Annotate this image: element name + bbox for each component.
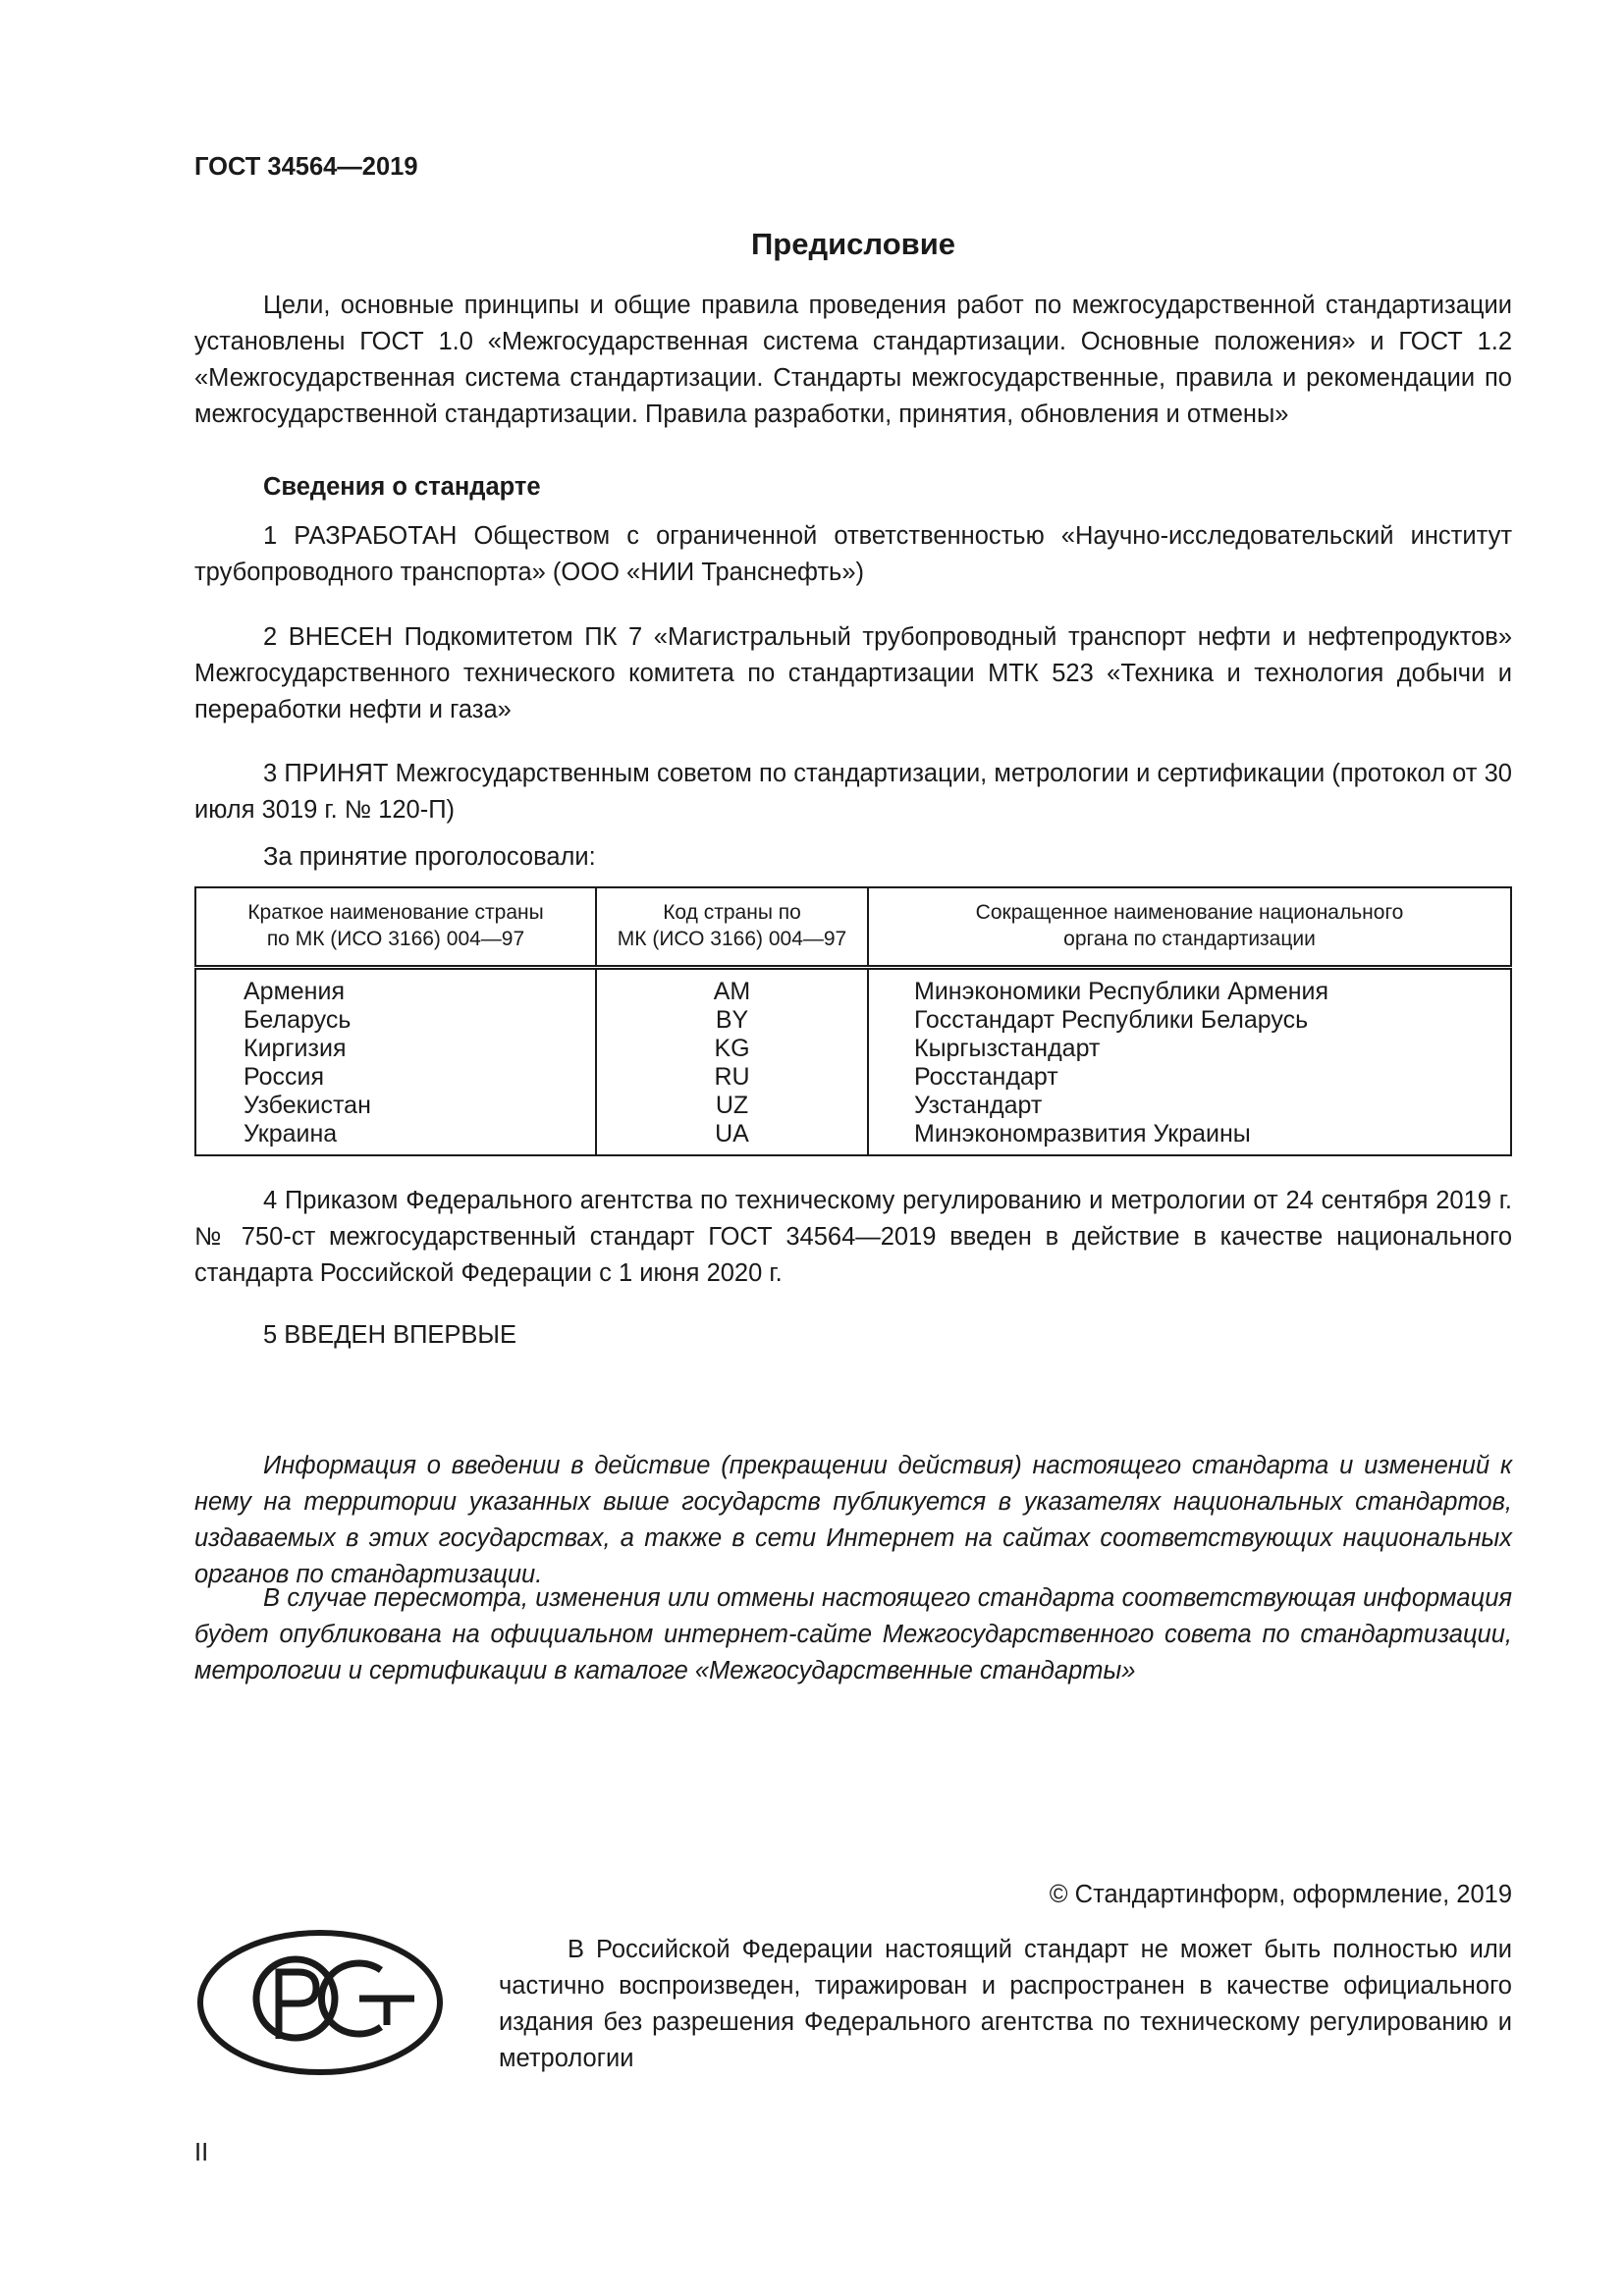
info-paragraph-2: В случае пересмотра, изменения или отмены настоящего стандарта соответствующая информация будет опубликована на официальном интернет-сайте Межгосударственного совета по стандартизации, метрологии и сертификации в каталоге «Межгосударственные стандарты» <box>194 1584 1512 1684</box>
column-header-country-line1: Краткое наименование страны <box>247 901 544 924</box>
page-title: Предисловие <box>750 227 955 261</box>
voting-table <box>194 886 1512 1156</box>
item-1-developed: 1 РАЗРАБОТАН Обществом с ограниченной ответственностью «Научно-исследовательский институт трубопроводного транспорта» (ООО «НИИ Транснефть») <box>194 522 1512 586</box>
section-heading: Сведения о стандарте <box>263 473 541 501</box>
country-code: UZ <box>596 1092 868 1120</box>
column-header-code-line2: МК (ИСО 3166) 004—97 <box>617 928 847 950</box>
table-row <box>195 1035 1511 1063</box>
table-row <box>195 1063 1511 1092</box>
item-5-first-introduced: 5 ВВЕДЕН ВПЕРВЫЕ <box>263 1321 517 1349</box>
standards-body: Кыргызстандарт <box>868 1035 1511 1063</box>
table-row <box>195 1006 1511 1035</box>
column-header-body-line2: органа по стандартизации <box>1063 928 1316 950</box>
item-3-adopted: 3 ПРИНЯТ Межгосударственным советом по стандартизации, метрологии и сертификации (протокол от 30 июля 3019 г. № 120-П) <box>194 760 1512 824</box>
standards-body: Узстандарт <box>868 1092 1511 1120</box>
page-number: II <box>194 2139 209 2166</box>
country-name: Украина <box>195 1120 596 1155</box>
voted-caption: За принятие проголосовали: <box>263 843 596 871</box>
document-page <box>194 0 1512 2296</box>
country-code: BY <box>596 1006 868 1035</box>
intro-paragraph: Цели, основные принципы и общие правила проведения работ по межгосударственной стандартизации установлены ГОСТ 1.0 «Межгосударственная система стандартизации. Основные положения» и ГОСТ 1.2 «Межгосударственная система стандартизации. Стандарты межгосударственные, правила и рекомендации по межгосударственной стандартизации. Правила разработки, принятия, обновления и отмены» <box>194 292 1512 428</box>
copyright-notice: © Стандартинформ, оформление, 2019 <box>1049 1881 1512 1908</box>
country-name: Беларусь <box>195 1006 596 1035</box>
country-name: Армения <box>195 968 596 1007</box>
rights-notice: В Российской Федерации настоящий стандарт не может быть полностью или частично воспроизведен, тиражирован и распространен в качестве официального издания без разрешения Федерального агентства по техническому регулированию и метрологии <box>499 1936 1512 2072</box>
document-header: ГОСТ 34564—2019 <box>194 153 418 181</box>
country-name: Узбекистан <box>195 1092 596 1120</box>
country-code: RU <box>596 1063 868 1092</box>
country-name: Киргизия <box>195 1035 596 1063</box>
column-header-body-line1: Сокращенное наименование национального <box>975 901 1404 924</box>
info-paragraph-1: Информация о введении в действие (прекращении действия) настоящего стандарта и изменений к нему на территории указанных выше государств публикуется в указателях национальных стандартов, издаваемых в этих государствах, а также в сети Интернет на сайтах соответствующих национальных органов по стандартизации. <box>194 1452 1512 1588</box>
country-code: UA <box>596 1120 868 1155</box>
table-row <box>195 1120 1511 1155</box>
item-2-submitted: 2 ВНЕСЕН Подкомитетом ПК 7 «Магистральный трубопроводный транспорт нефти и нефтепродуктов» Межгосударственного технического комитета по стандартизации МТК 523 «Техника и технология добычи и переработки нефти и газа» <box>194 623 1512 723</box>
standards-body: Минэкономики Республики Армения <box>868 968 1511 1007</box>
standards-body: Росстандарт <box>868 1063 1511 1092</box>
table-header-row <box>195 887 1511 968</box>
rst-certification-mark-icon <box>196 1929 444 2076</box>
column-header-country <box>195 887 596 968</box>
country-name: Россия <box>195 1063 596 1092</box>
column-header-code-line1: Код страны по <box>663 901 801 924</box>
country-code: KG <box>596 1035 868 1063</box>
column-header-body <box>868 887 1511 968</box>
column-header-country-line2: по МК (ИСО 3166) 004—97 <box>266 928 525 950</box>
country-code: AM <box>596 968 868 1007</box>
standards-body: Минэкономразвития Украины <box>868 1120 1511 1155</box>
item-4-enacted: 4 Приказом Федерального агентства по техническому регулированию и метрологии от 24 сентября 2019 г. № 750-ст межгосударственный стандарт ГОСТ 34564—2019 введен в действие в качестве национального стандарта Российской Федерации с 1 июня 2020 г. <box>194 1187 1512 1287</box>
standards-body: Госстандарт Республики Беларусь <box>868 1006 1511 1035</box>
table-row <box>195 1092 1511 1120</box>
table-row <box>195 968 1511 1007</box>
column-header-code <box>596 887 868 968</box>
